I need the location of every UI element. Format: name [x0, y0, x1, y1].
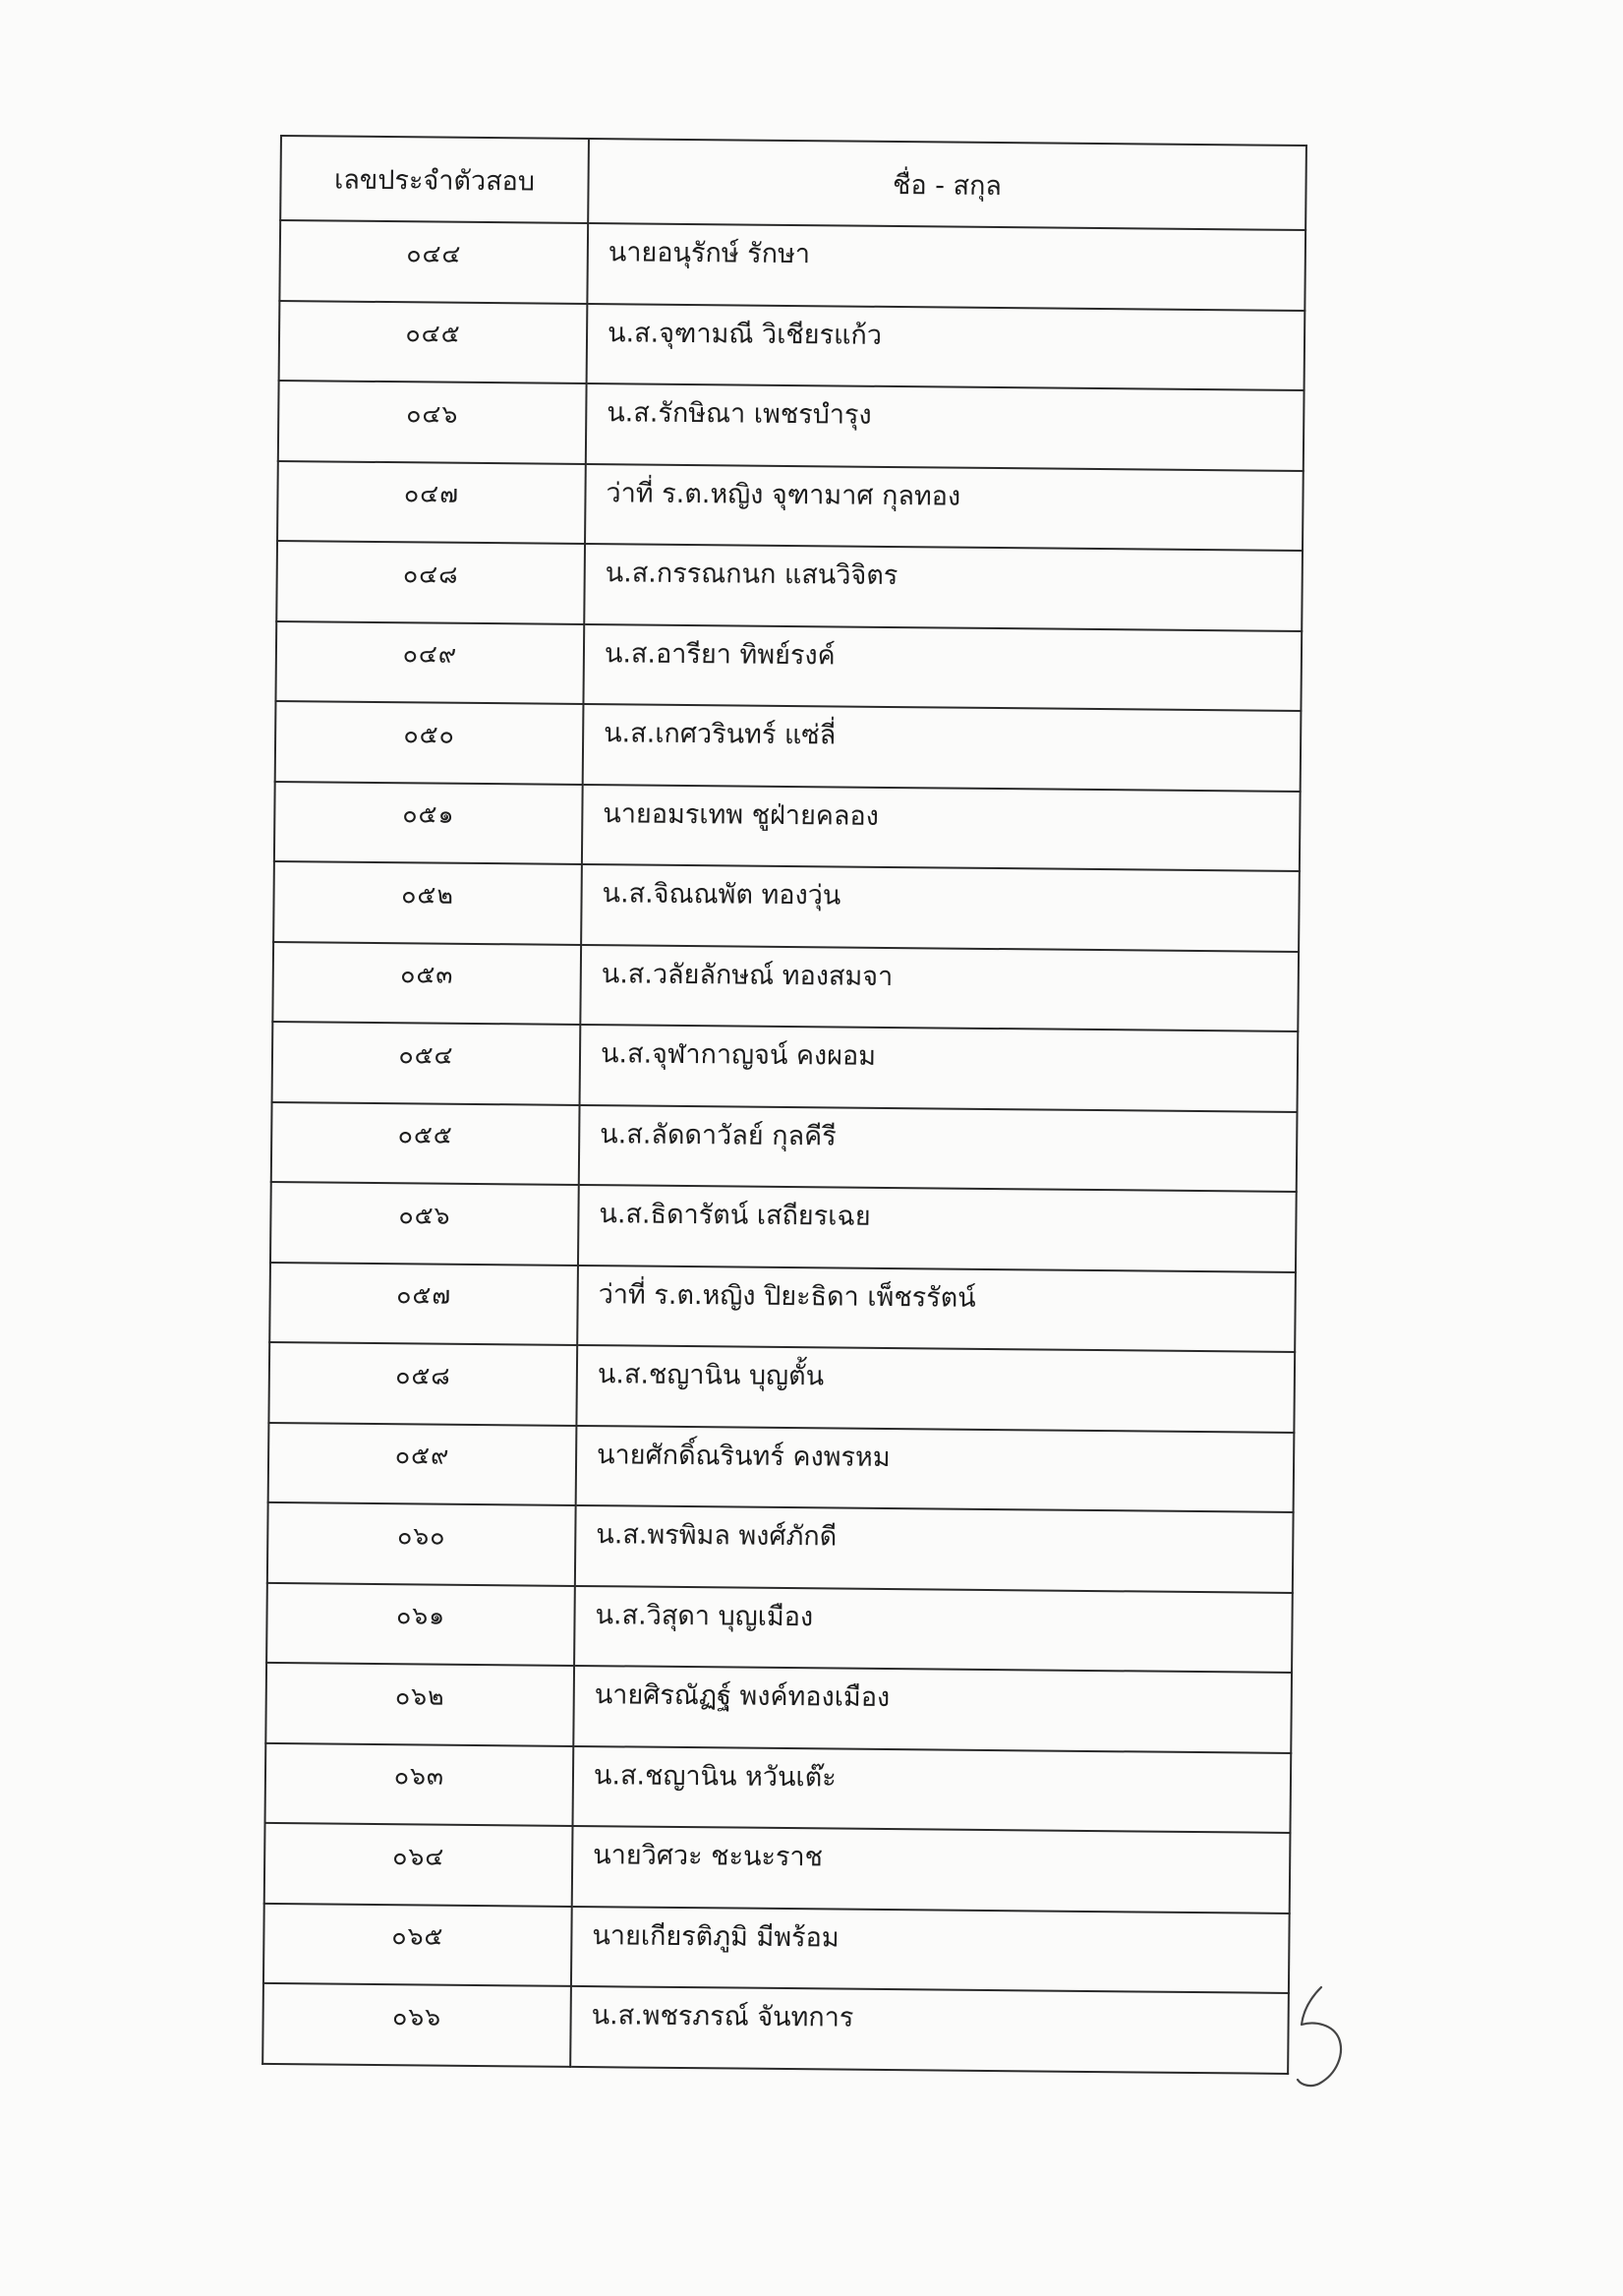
full-name-cell	[580, 944, 1299, 1031]
table-row	[272, 941, 1299, 1031]
full-name: น.ส.พรพิมล พงศ์ภักดี	[596, 1519, 838, 1553]
full-name: น.ส.ชญานิน บุญตั้น	[597, 1359, 825, 1392]
full-name: นายอมรเทพ ชูฝ่ายคลอง	[603, 797, 880, 832]
full-name-cell	[572, 1826, 1291, 1913]
table-row	[262, 1983, 1289, 2074]
exam-id: ๐๕๘	[395, 1360, 451, 1390]
full-name: น.ส.จิณณพัต ทองวุ่น	[602, 878, 841, 912]
exam-id-cell	[264, 1823, 573, 1907]
exam-id-cell	[268, 1422, 577, 1505]
table-row	[279, 220, 1305, 311]
full-name-cell	[575, 1505, 1294, 1593]
full-name: น.ส.จุฑามณี วิเชียรแก้ว	[607, 317, 883, 351]
full-name: น.ส.ธิดารัตน์ เสถียรเฉย	[599, 1199, 871, 1233]
exam-id: ๐๕๖	[398, 1200, 451, 1230]
exam-id-cell	[266, 1582, 575, 1666]
table-row	[272, 1022, 1299, 1112]
exam-id-cell	[263, 1903, 572, 1986]
table-row	[279, 301, 1305, 391]
exam-id: ๐๔๖	[406, 398, 459, 429]
table-row	[264, 1823, 1291, 1913]
full-name: นายเกียรติภูมิ มีพร้อม	[592, 1919, 840, 1954]
exam-id-cell	[278, 381, 587, 464]
exam-id: ๐๖๐	[396, 1520, 446, 1551]
full-name: ว่าที่ ร.ต.หญิง ปิยะธิดา เพ็ชรรัตน์	[598, 1278, 976, 1314]
full-name: นายศักดิ์ณรินทร์ คงพรหม	[596, 1439, 891, 1473]
full-name: น.ส.กรรณกนก แสนวิจิตร	[605, 558, 898, 592]
exam-id: ๐๕๔	[398, 1039, 454, 1070]
table-row	[275, 620, 1302, 711]
full-name: น.ส.ชญานิน หวันเต๊ะ	[593, 1759, 837, 1794]
exam-id-cell	[271, 1101, 580, 1185]
exam-id: ๐๕๗	[396, 1280, 452, 1310]
full-name: ว่าที่ ร.ต.หญิง จุฑามาศ กุลทอง	[606, 477, 961, 512]
exam-id: ๐๖๖	[391, 2001, 442, 2031]
full-name: น.ส.รักษิณา เพชรบำรุง	[607, 397, 872, 432]
full-name-cell	[581, 864, 1300, 952]
full-name-cell	[573, 1745, 1292, 1833]
full-name-cell	[583, 623, 1302, 711]
full-name: น.ส.เกศวรินทร์ แซ่ลี่	[604, 718, 837, 751]
exam-id-cell	[279, 301, 588, 384]
exam-id-cell	[267, 1502, 576, 1586]
full-name-cell	[576, 1425, 1295, 1512]
candidate-table	[261, 135, 1307, 2074]
table-row	[268, 1342, 1295, 1433]
exam-id-cell	[270, 1182, 579, 1266]
handwritten-page-number-5	[1288, 1981, 1357, 2094]
exam-id-cell	[262, 1983, 571, 2067]
exam-id-cell	[275, 701, 584, 785]
exam-id: ๐๔๗	[403, 479, 460, 509]
full-name-cell	[582, 784, 1301, 871]
table-row	[276, 541, 1303, 631]
exam-id: ๐๖๑	[395, 1601, 446, 1630]
full-name-cell	[587, 223, 1305, 311]
exam-id-cell	[276, 541, 585, 624]
full-name-cell	[576, 1345, 1295, 1433]
exam-id: ๐๖๕	[391, 1921, 444, 1951]
full-name: นายวิศวะ ชะนะราช	[593, 1840, 824, 1873]
table-row	[274, 781, 1301, 871]
exam-id-cell	[272, 941, 581, 1025]
exam-id: ๐๔๙	[402, 639, 458, 670]
full-name: น.ส.วลัยลักษณ์ ทองสมจา	[601, 958, 894, 992]
full-name: นายศิรณัฏฐ์ พงค์ทองเมือง	[594, 1679, 891, 1714]
exam-id-cell	[274, 781, 583, 864]
table-body	[262, 220, 1305, 2073]
full-name: น.ส.ลัดดาวัลย์ กุลคีรี	[600, 1118, 837, 1152]
full-name-cell	[587, 304, 1305, 391]
exam-id-cell	[269, 1262, 578, 1345]
exam-id: ๐๕๓	[400, 960, 454, 989]
full-name: น.ส.อารียา ทิพย์รงค์	[604, 637, 836, 672]
table-row	[268, 1422, 1295, 1512]
full-name-cell	[583, 704, 1302, 792]
table-row	[275, 701, 1302, 792]
table-row	[269, 1262, 1296, 1352]
exam-id: ๐๕๒	[401, 879, 455, 910]
exam-id: ๐๔๘	[402, 559, 459, 589]
table-row	[278, 381, 1304, 471]
full-name-cell	[586, 383, 1304, 471]
full-name: น.ส.วิสุดา บุญเมือง	[595, 1599, 814, 1633]
exam-id-cell	[279, 220, 588, 304]
table-row	[267, 1502, 1294, 1593]
exam-id: ๐๔๕	[405, 319, 461, 349]
exam-id: ๐๔๔	[406, 238, 462, 268]
full-name-cell	[570, 1986, 1289, 2074]
table-row	[263, 1903, 1290, 1993]
exam-id: ๐๕๑	[402, 799, 455, 829]
exam-id-cell	[265, 1663, 574, 1746]
exam-id: ๐๕๐	[403, 719, 456, 749]
table-row	[273, 861, 1300, 952]
exam-id-cell	[272, 1022, 581, 1105]
table-row	[266, 1582, 1293, 1673]
table-row	[277, 460, 1304, 551]
table-row	[270, 1182, 1297, 1272]
table-row	[265, 1742, 1292, 1833]
exam-id-cell	[265, 1742, 574, 1826]
full-name-cell	[577, 1265, 1296, 1352]
full-name-cell	[573, 1666, 1292, 1753]
full-name: น.ส.พชรภรณ์ จันทการ	[591, 2000, 854, 2033]
exam-id-cell	[275, 620, 584, 704]
table-row	[265, 1663, 1292, 1753]
header-exam-id: เลขประจำตัวสอบ	[280, 136, 589, 223]
exam-id: ๐๖๓	[393, 1761, 445, 1791]
exam-id: ๐๖๔	[392, 1841, 445, 1871]
header-full-name: ชื่อ - สกุล	[588, 139, 1306, 230]
exam-id-cell	[273, 861, 582, 945]
full-name-cell	[574, 1585, 1293, 1673]
full-name-cell	[579, 1104, 1298, 1192]
exam-id-cell	[268, 1342, 577, 1426]
exam-id: ๐๕๕	[397, 1120, 453, 1149]
table-header-row	[280, 136, 1306, 230]
full-name-cell	[580, 1025, 1299, 1112]
table-row	[271, 1101, 1298, 1192]
full-name-cell	[571, 1906, 1290, 1993]
full-name: น.ส.จุฬากาญจน์ คงผอม	[600, 1038, 877, 1073]
exam-id: ๐๕๙	[394, 1441, 450, 1470]
full-name: นายอนุรักษ์ รักษา	[608, 237, 811, 270]
full-name-cell	[578, 1185, 1297, 1272]
exam-id: ๐๖๒	[394, 1680, 445, 1711]
full-name-cell	[585, 463, 1304, 551]
exam-id-cell	[277, 460, 586, 544]
full-name-cell	[584, 544, 1303, 631]
